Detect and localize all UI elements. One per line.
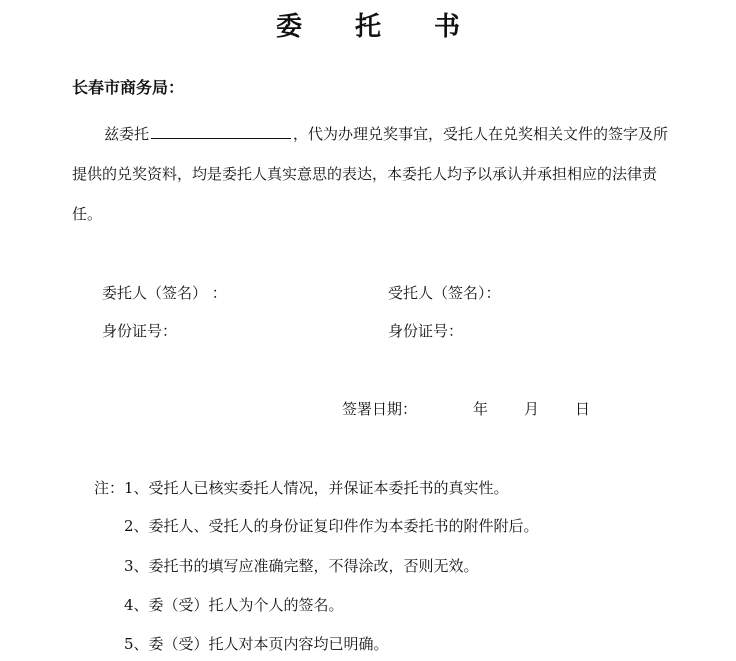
paragraph-line-1-suffix: ，代为办理兑奖事宜，受托人在兑奖相关文件的签字及所 [293,125,669,143]
agent-signature-label: 受托人（签名）： [388,284,501,302]
note-item: 2、委托人、受托人的身份证复印件作为本委托书的附件附后。 [124,517,539,535]
signing-date [342,398,590,419]
date-day: 日 [575,400,591,418]
date-month: 月 [524,400,540,418]
paragraph-line-3: 任。 [72,205,103,223]
paragraph-line-1 [104,123,668,144]
note-item: 注：1、受托人已核实委托人情况，并保证本委托书的真实性。 [94,479,509,497]
paragraph-line-1-prefix: 兹委托 [104,125,150,143]
paragraph-line-2: 提供的兑奖资料，均是委托人真实意思的表达，本委托人均予以承认并承担相应的法律责 [72,165,658,183]
note-item: 4、委（受）托人为个人的签名。 [124,596,344,614]
signing-date-label: 签署日期： [342,400,418,418]
addressee: 长春市商务局： [72,78,185,97]
note-item: 5、委（受）托人对本页内容均已明确。 [124,635,389,653]
note-item: 3、委托书的填写应准确完整，不得涂改，否则无效。 [124,557,479,575]
agent-id-label: 身份证号： [388,322,464,340]
date-year: 年 [473,400,489,418]
agent-name-blank [151,124,291,139]
principal-signature-label: 委托人（签名） ： [102,284,227,302]
document-title: 委 托 书 [275,12,483,42]
principal-id-label: 身份证号： [102,322,178,340]
